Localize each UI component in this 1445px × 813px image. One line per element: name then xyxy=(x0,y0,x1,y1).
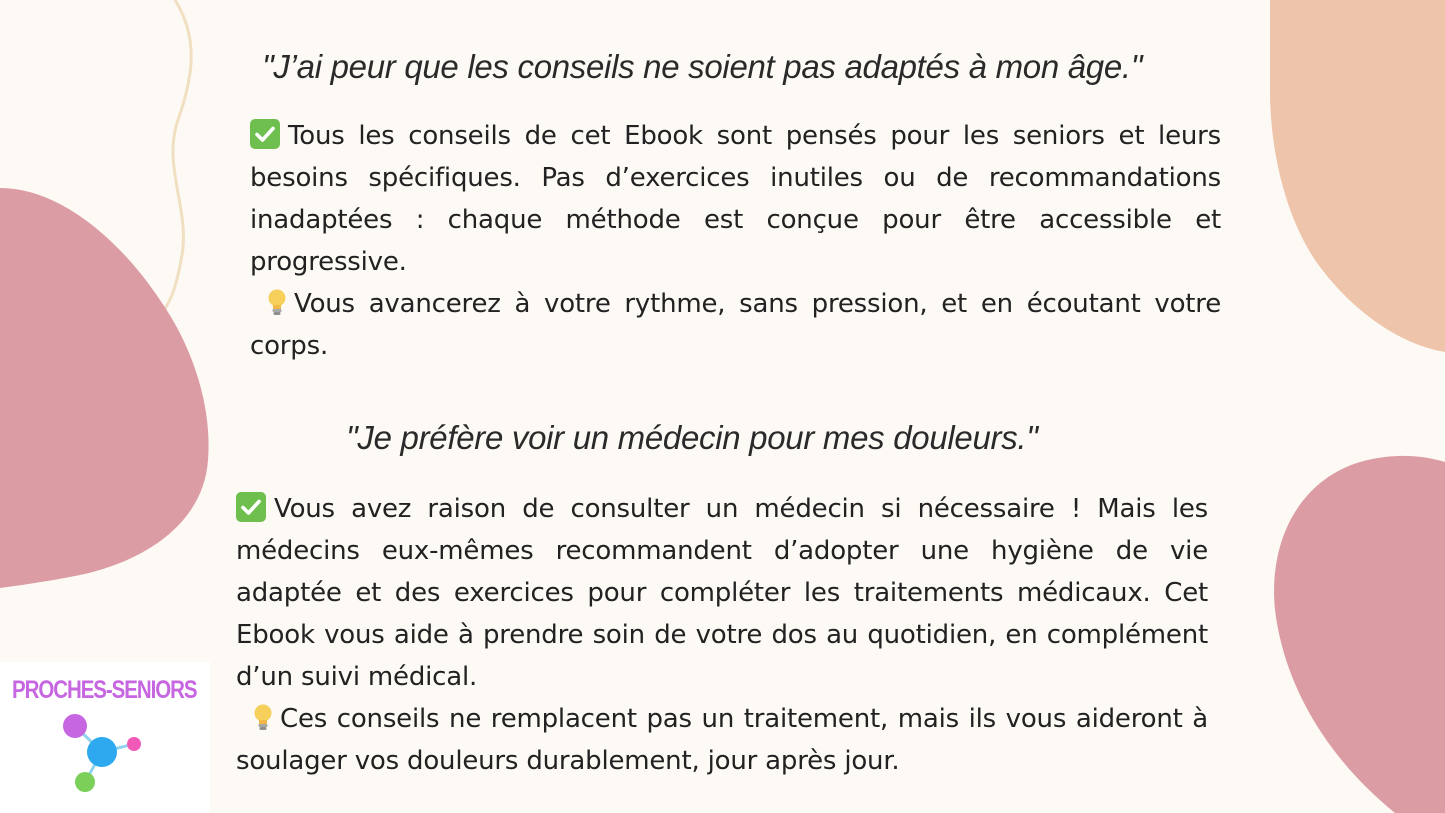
tip-paragraph-doctor xyxy=(236,698,1208,782)
objection-quote-age: "J’ai peur que les conseils ne soient pas adaptés à mon âge." xyxy=(262,48,1143,85)
top-left-wavy-line xyxy=(155,0,191,322)
light-bulb-icon xyxy=(250,702,276,732)
answer-paragraph-doctor xyxy=(236,488,1208,698)
proches-seniors-logo xyxy=(0,662,210,813)
bottom-right-pink-blob xyxy=(1274,456,1445,813)
left-pink-blob xyxy=(0,188,209,588)
logo-text: PROCHES-SENIORS xyxy=(12,676,197,704)
answer-block-doctor xyxy=(236,488,1208,782)
molecule-network-icon xyxy=(0,662,210,813)
tip-text-doctor: Ces conseils ne remplacent pas un traitement, mais ils vous aideront à soulager vos douleurs durablement, jour après jour. xyxy=(236,704,1208,776)
check-mark-icon xyxy=(250,119,280,149)
answer-text-age: Tous les conseils de cet Ebook sont pensés pour les seniors et leurs besoins spécifiques. Pas d’exercices inutiles ou de recommandations inadaptées : chaque méthode est conçue pour être accessible et progressive. xyxy=(250,121,1221,277)
top-right-peach-blob xyxy=(1270,0,1445,352)
check-mark-icon xyxy=(236,492,266,522)
light-bulb-icon xyxy=(264,287,290,317)
tip-text-age: Vous avancerez à votre rythme, sans pression, et en écoutant votre corps. xyxy=(250,289,1221,361)
answer-text-doctor: Vous avez raison de consulter un médecin si nécessaire ! Mais les médecins eux-mêmes recommandent d’adopter une hygiène de vie adaptée et des exercices pour compléter les traitements médicaux. Cet Ebook vous aide à prendre soin de votre dos au quotidien, en complément d’un suivi médical. xyxy=(236,494,1208,692)
tip-paragraph-age xyxy=(250,283,1221,367)
answer-paragraph-age xyxy=(250,115,1221,283)
objection-quote-doctor: "Je préfère voir un médecin pour mes douleurs." xyxy=(346,419,1038,456)
answer-block-age xyxy=(250,115,1221,367)
